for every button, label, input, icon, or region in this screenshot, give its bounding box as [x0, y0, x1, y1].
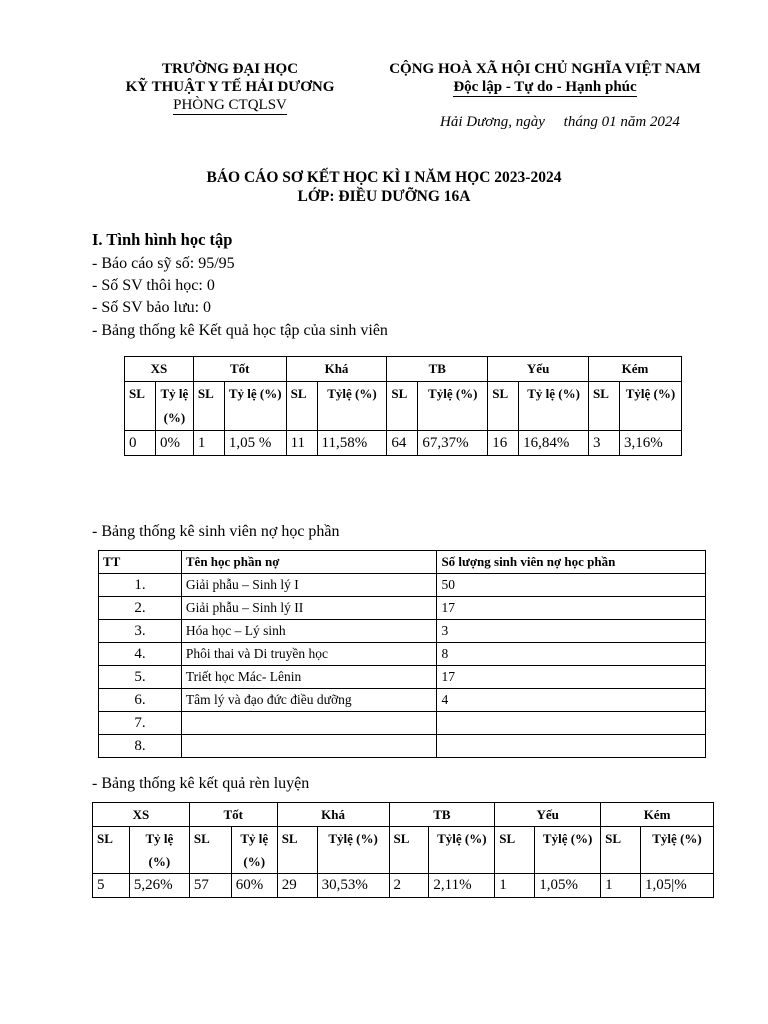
- failed-courses-table: [98, 550, 706, 758]
- row-number: 2.: [99, 597, 182, 620]
- school-name-line1: TRƯỜNG ĐẠI HỌC: [161, 61, 299, 77]
- table-cell: 0: [125, 431, 156, 456]
- table-data-row: [125, 431, 682, 456]
- sub-header: SL: [277, 827, 317, 874]
- sub-header: SL: [125, 382, 156, 431]
- table-cell: 0%: [155, 431, 193, 456]
- sub-header: Tỷ lệ (%): [129, 827, 189, 874]
- school-header: [100, 60, 360, 114]
- row-number: 4.: [99, 643, 182, 666]
- row-number: 3.: [99, 620, 182, 643]
- section1-line: - Báo cáo sỹ số: 95/95: [92, 255, 235, 272]
- document-date: Hải Dương, ngày tháng 01 năm 2024: [440, 114, 680, 130]
- group-header: Khá: [286, 357, 387, 382]
- table-cell: 1: [601, 874, 641, 898]
- group-header: Yếu: [488, 357, 589, 382]
- group-header: Kém: [589, 357, 682, 382]
- sub-header: SL: [389, 827, 429, 874]
- sub-header: Tỷlệ (%): [641, 827, 714, 874]
- course-name: [181, 735, 437, 758]
- table-row: [99, 689, 706, 712]
- group-header: Yếu: [495, 803, 601, 827]
- row-number: 6.: [99, 689, 182, 712]
- sub-header: SL: [193, 382, 224, 431]
- student-count: 3: [437, 620, 706, 643]
- table-cell: 67,37%: [418, 431, 488, 456]
- table-cell: 1: [193, 431, 224, 456]
- row-number: 5.: [99, 666, 182, 689]
- sub-header: Tỷlệ (%): [317, 382, 387, 431]
- sub-header: SL: [601, 827, 641, 874]
- table-cell: 1: [495, 874, 535, 898]
- column-header: Số lượng sinh viên nợ học phần: [437, 551, 706, 574]
- conduct-results-table: [92, 802, 714, 898]
- table-cell: 29: [277, 874, 317, 898]
- table-cell: 5,26%: [129, 874, 189, 898]
- sub-header: Tỷ lệ (%): [155, 382, 193, 431]
- department-name: PHÒNG CTQLSV: [173, 97, 287, 113]
- academic-results-table: [124, 356, 682, 456]
- group-header: Tốt: [193, 357, 286, 382]
- section1-line: - Số SV thôi học: 0: [92, 277, 215, 294]
- sub-header: Tỷlệ (%): [535, 827, 601, 874]
- sub-header: SL: [387, 382, 418, 431]
- table-cell: 3,16%: [619, 431, 681, 456]
- row-number: 7.: [99, 712, 182, 735]
- table-cell: 1,05|%: [641, 874, 714, 898]
- student-count: 17: [437, 597, 706, 620]
- group-header: Khá: [277, 803, 389, 827]
- sub-header: Tỷ lệ (%): [224, 382, 286, 431]
- table-cell: 1,05%: [535, 874, 601, 898]
- student-count: [437, 712, 706, 735]
- table-cell: 5: [93, 874, 130, 898]
- group-header: TB: [389, 803, 495, 827]
- table-cell: 11,58%: [317, 431, 387, 456]
- table-cell: 11: [286, 431, 317, 456]
- sub-header: SL: [93, 827, 130, 874]
- column-header: Tên học phần nợ: [181, 551, 437, 574]
- table-row: [99, 597, 706, 620]
- table-cell: 3: [589, 431, 620, 456]
- sub-header: SL: [189, 827, 231, 874]
- group-header: TB: [387, 357, 488, 382]
- school-name-line2: KỸ THUẬT Y TẾ HẢI DƯƠNG: [125, 79, 335, 95]
- table-cell: 30,53%: [317, 874, 389, 898]
- student-count: [437, 735, 706, 758]
- course-name: Phôi thai và Di truyền học: [181, 643, 437, 666]
- report-title-line2: LỚP: ĐIỀU DƯỠNG 16A: [297, 188, 471, 205]
- sub-header: Tỷlệ (%): [429, 827, 495, 874]
- table-cell: 64: [387, 431, 418, 456]
- table-cell: 57: [189, 874, 231, 898]
- country-name: CỘNG HOÀ XÃ HỘI CHỦ NGHĨA VIỆT NAM: [389, 61, 701, 77]
- sub-header: Tỷ lệ (%): [231, 827, 277, 874]
- group-header: Tốt: [189, 803, 277, 827]
- row-number: 8.: [99, 735, 182, 758]
- sub-header: SL: [495, 827, 535, 874]
- course-name: Tâm lý và đạo đức điều dưỡng: [181, 689, 437, 712]
- section3-heading: - Bảng thống kê kết quả rèn luyện: [92, 775, 310, 792]
- table-row: [99, 666, 706, 689]
- table-row: [99, 620, 706, 643]
- sub-header: Tỷlệ (%): [418, 382, 488, 431]
- sub-header: SL: [286, 382, 317, 431]
- table-data-row: [93, 874, 714, 898]
- student-count: 17: [437, 666, 706, 689]
- report-title: [0, 168, 768, 206]
- motto: Độc lập - Tự do - Hạnh phúc: [453, 79, 637, 95]
- table-cell: 16: [488, 431, 519, 456]
- table-header-row: [99, 551, 706, 574]
- group-header: Kém: [601, 803, 714, 827]
- table-sub-header-row: [93, 827, 714, 874]
- table-row: [99, 643, 706, 666]
- table-row: [99, 574, 706, 597]
- sub-header: Tỷlệ (%): [317, 827, 389, 874]
- course-name: Giải phẫu – Sinh lý I: [181, 574, 437, 597]
- report-title-line1: BÁO CÁO SƠ KẾT HỌC KÌ I NĂM HỌC 2023-2024: [206, 169, 562, 186]
- section2-heading: - Bảng thống kê sinh viên nợ học phần: [92, 523, 340, 540]
- section1-line: - Số SV bảo lưu: 0: [92, 299, 212, 316]
- row-number: 1.: [99, 574, 182, 597]
- table-group-header-row: [125, 357, 682, 382]
- section1-heading: I. Tình hình học tập: [92, 230, 233, 249]
- course-name: Giải phẫu – Sinh lý II: [181, 597, 437, 620]
- student-count: 8: [437, 643, 706, 666]
- table-group-header-row: [93, 803, 714, 827]
- table-sub-header-row: [125, 382, 682, 431]
- sub-header: Tỷlệ (%): [619, 382, 681, 431]
- column-header: TT: [99, 551, 182, 574]
- table-cell: 16,84%: [519, 431, 589, 456]
- table-row: [99, 735, 706, 758]
- group-header: XS: [93, 803, 190, 827]
- sub-header: SL: [488, 382, 519, 431]
- sub-header: Tỷ lệ (%): [519, 382, 589, 431]
- group-header: XS: [125, 357, 194, 382]
- course-name: [181, 712, 437, 735]
- section1-line: - Bảng thống kê Kết quả học tập của sinh viên: [92, 322, 388, 339]
- course-name: Hóa học – Lý sinh: [181, 620, 437, 643]
- course-name: Triết học Mác- Lênin: [181, 666, 437, 689]
- table-cell: 2: [389, 874, 429, 898]
- sub-header: SL: [589, 382, 620, 431]
- national-header: [362, 60, 728, 96]
- student-count: 50: [437, 574, 706, 597]
- table-row: [99, 712, 706, 735]
- table-cell: 1,05 %: [224, 431, 286, 456]
- table-cell: 2,11%: [429, 874, 495, 898]
- table-cell: 60%: [231, 874, 277, 898]
- student-count: 4: [437, 689, 706, 712]
